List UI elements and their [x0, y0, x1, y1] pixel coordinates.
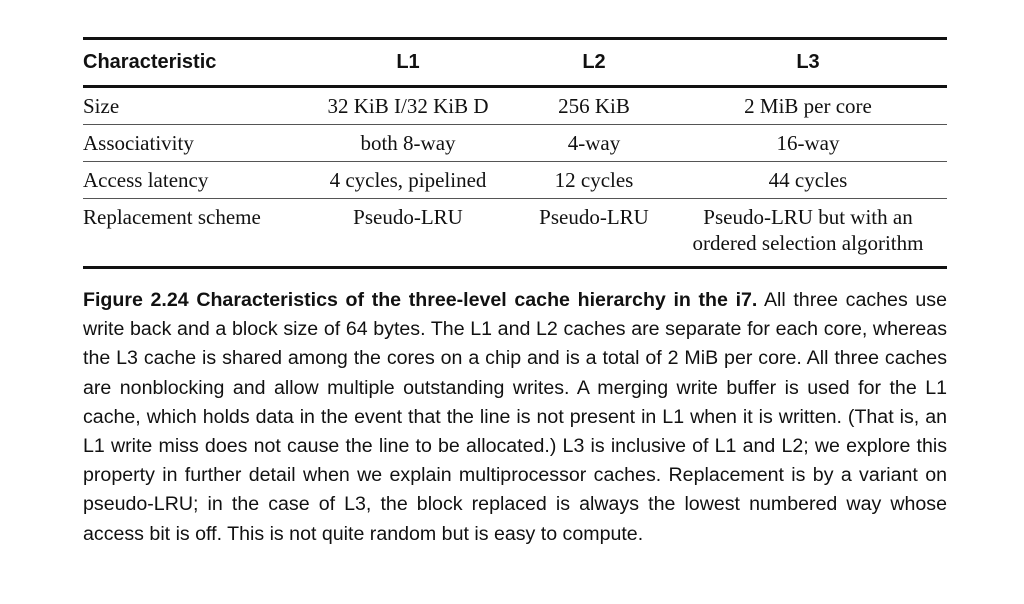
caption-label: Figure 2.24 [83, 289, 189, 311]
row-label: Access latency [83, 168, 209, 192]
table-row [83, 87, 947, 125]
figure [83, 37, 947, 549]
row-label: Size [83, 94, 120, 118]
table-header-row [83, 39, 947, 87]
cell-l3: 44 cycles [768, 168, 848, 192]
cell-l2: 256 KiB [558, 94, 630, 118]
cell-l3: Pseudo-LRU but with an ordered selection algorithm [692, 205, 924, 255]
table-row [83, 125, 947, 162]
row-label: Replacement scheme [83, 205, 261, 229]
figure-caption [83, 286, 947, 549]
cache-characteristics-table [83, 37, 947, 269]
cell-l1: 32 KiB I/32 KiB D [327, 94, 489, 118]
header-l1: L1 [396, 51, 420, 73]
cell-l1: 4 cycles, pipelined [329, 168, 487, 192]
caption-body: All three caches use write back and a block size of 64 bytes. The L1 and L2 caches are separate for each core, whereas the L3 cache is shared among the cores on a chip and is a total of 2 MiB per core. All three caches are nonblocking and allow multiple outstanding writes. A merging write buffer is used for the L1 cache, which holds data in the event that the line is not present in L1 when it is written. (That is, an L1 write miss does not cause the line to be allocated.) L3 is inclusive of L1 and L2; we explore this property in further detail when we explain multiprocessor caches. Replacement is by a variant on pseudo-LRU; in the case of L3, the block replaced is always the lowest numbered way whose access bit is off. This is not quite random but is easy to compute. [83, 289, 947, 545]
header-l3: L3 [796, 51, 820, 73]
header-l2: L2 [582, 51, 606, 73]
cell-l2: 12 cycles [554, 168, 634, 192]
header-characteristic: Characteristic [83, 51, 217, 73]
table-row [83, 199, 947, 268]
caption-title: Characteristics of the three-level cache hierarchy in the i7. [196, 289, 758, 311]
cell-l1: Pseudo-LRU [353, 205, 463, 229]
cell-l3: 2 MiB per core [744, 94, 872, 118]
cell-l2: Pseudo-LRU [539, 205, 649, 229]
row-label: Associativity [83, 131, 194, 155]
cell-l3: 16-way [776, 131, 840, 155]
cell-l2: 4-way [567, 131, 621, 155]
table-row [83, 162, 947, 199]
cell-l1: both 8-way [360, 131, 456, 155]
